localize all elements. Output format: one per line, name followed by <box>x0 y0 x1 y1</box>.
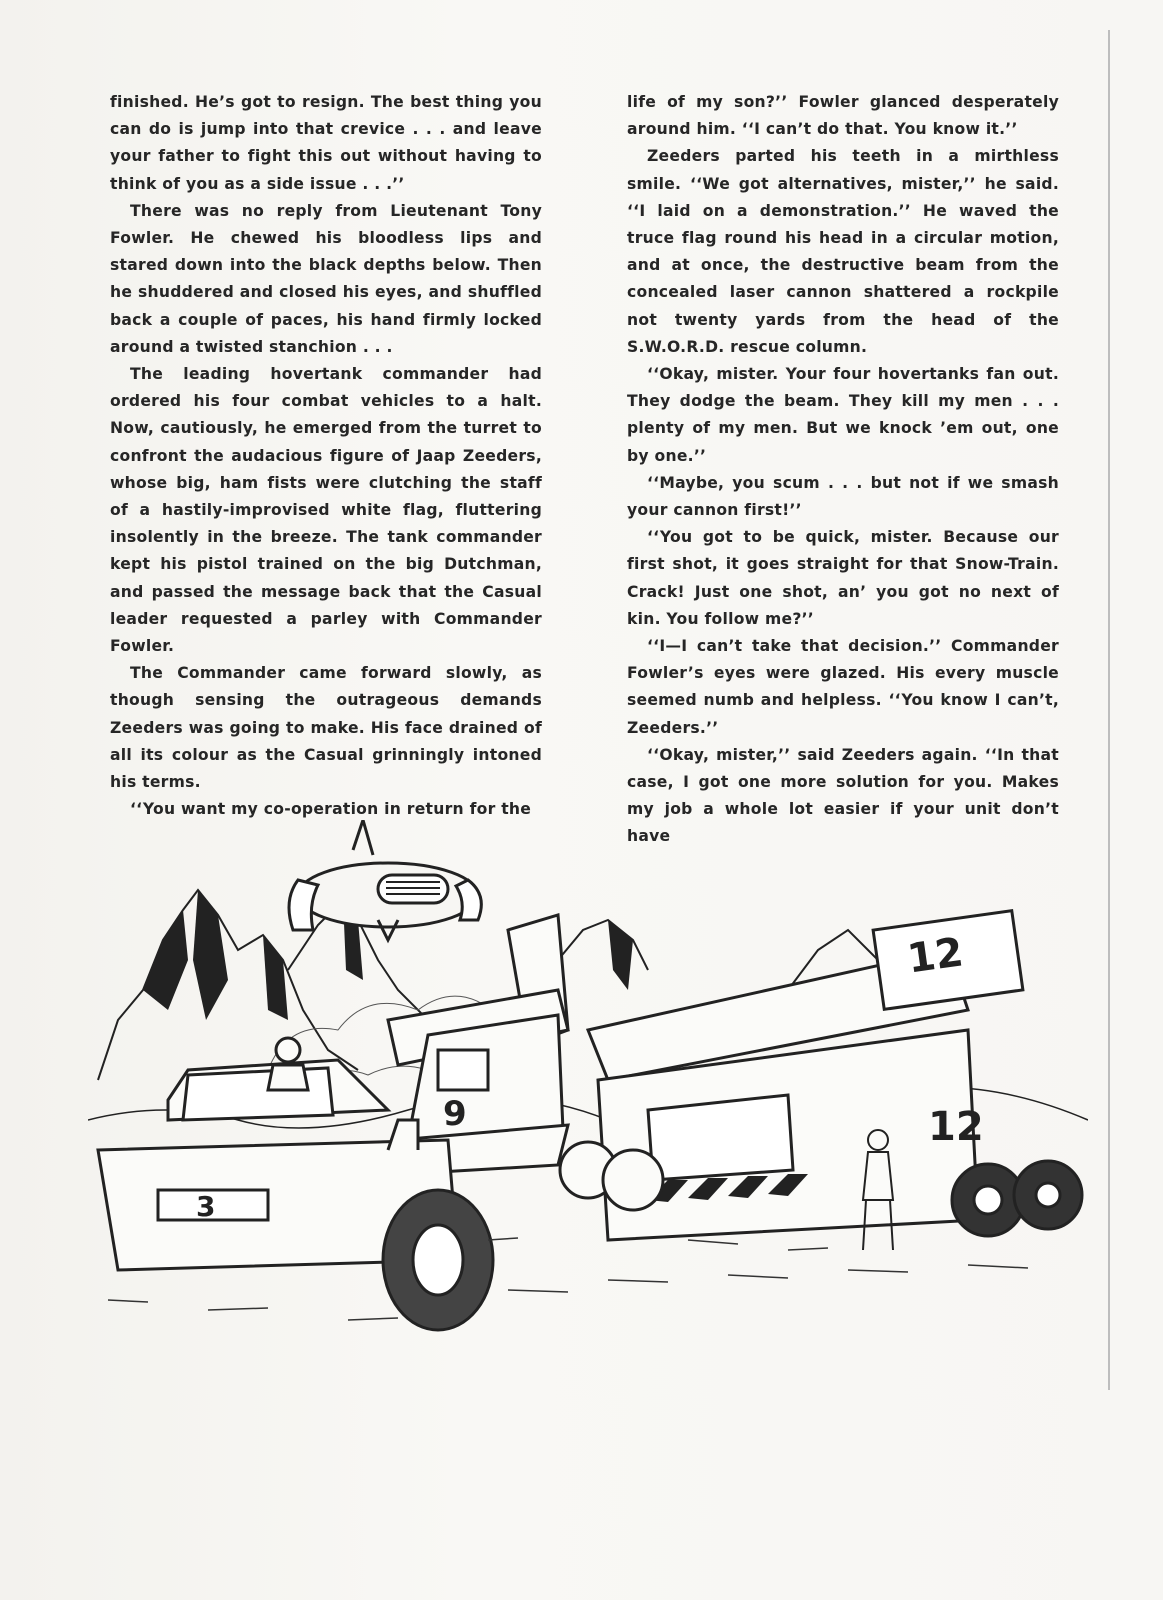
vehicle-12 <box>560 911 1082 1240</box>
vehicle-convoy-illustration <box>88 820 1088 1340</box>
right-text-column <box>627 89 1059 851</box>
illustration-svg <box>88 820 1088 1340</box>
paragraph: ‘‘You want my co-operation in return for the <box>130 800 532 819</box>
paragraph: The leading hovertank commander had ordered his four combat vehicles to a halt. Now, cautiously, he emerged from the turret to confront the audacious figure of Jaap Zeeders, whose big, ham fists were clutching the staff of a hastily-improvised white flag, fluttering insolently in the breeze. The tank commander kept his pistol trained on the big Dutchman, and passed the message back that the Casual leader requested a parley with Commander Fowler. <box>110 365 542 656</box>
vehicle-12-side-number: 12 <box>928 1104 984 1150</box>
vehicle-9-number: 9 <box>443 1094 467 1134</box>
paragraph: ‘‘Okay, mister,’’ said Zeeders again. ‘‘In that case, I got one more solution for you. Makes my job a whole lot easier if your unit don’t have <box>627 745 1059 846</box>
paragraph: ‘‘Maybe, you scum . . . but not if we smash your cannon first!’’ <box>627 473 1059 520</box>
paragraph: There was no reply from Lieutenant Tony Fowler. He chewed his bloodless lips and stared down into the black depths below. Then he shuddered and closed his eyes, and shuffled back a couple of paces, his hand firmly locked around a twisted stanchion . . . <box>110 201 542 356</box>
paragraph: life of my son?’’ Fowler glanced desperately around him. ‘‘I can’t do that. You know it.’’ <box>627 93 1059 139</box>
paragraph: ‘‘You got to be quick, mister. Because our first shot, it goes straight for that Snow-Train. Crack! Just one shot, an’ you got no next of kin. You follow me?’’ <box>627 528 1059 628</box>
flying-craft <box>289 820 481 940</box>
paragraph: Zeeders parted his teeth in a mirthless smile. ‘‘We got alternatives, mister,’’ he said. ‘‘I laid on a demonstration.’’ He waved the truce flag round his head in a circular motion, and at once, the destructive beam from the concealed laser cannon shattered a rockpile not twenty yards from the head of the S.W.O.R.D. rescue column. <box>627 147 1059 356</box>
vehicle-12-top-number: 12 <box>904 929 967 983</box>
page-edge-shadow <box>1108 30 1110 1390</box>
paragraph: finished. He’s got to resign. The best thing you can do is jump into that crevice . . . and leave your father to fight this out without having to think of you as a side issue . . .’’ <box>110 93 542 193</box>
vehicle-3-number: 3 <box>196 1190 216 1223</box>
paragraph: ‘‘I—I can’t take that decision.’’ Commander Fowler’s eyes were glazed. His every muscle seemed numb and helpless. ‘‘You know I can’t, Zeeders.’’ <box>627 637 1059 737</box>
paragraph: ‘‘Okay, mister. Your four hovertanks fan out. They dodge the beam. They kill my men . . . plenty of my men. But we knock ’em out, one by one.’’ <box>627 365 1059 465</box>
paragraph: The Commander came forward slowly, as though sensing the outrageous demands Zeeders was going to make. His face drained of all its colour as the Casual grinningly intoned his terms. <box>110 664 542 792</box>
left-text-column <box>110 89 542 823</box>
